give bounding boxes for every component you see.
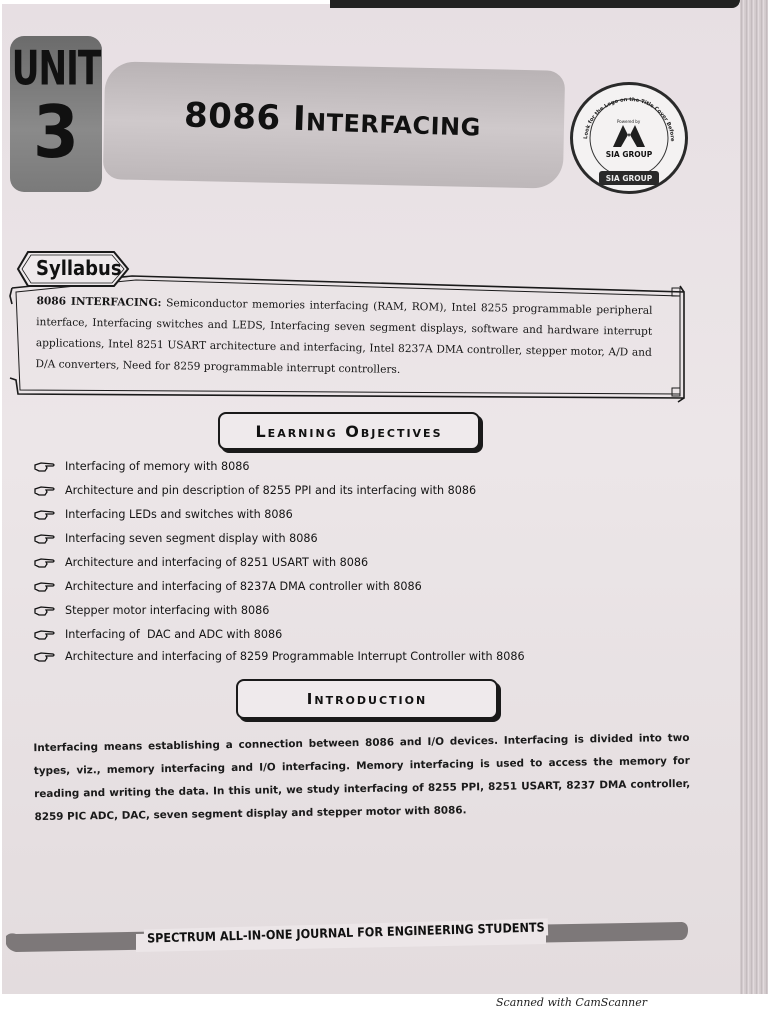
list-item xyxy=(34,556,368,569)
syllabus-heading: Syllabus xyxy=(36,256,122,280)
objective-text: Architecture and pin description of 8255 PPI and its interfacing with 8086 xyxy=(65,484,477,497)
objective-text: Stepper motor interfacing with 8086 xyxy=(65,604,270,617)
syllabus-content xyxy=(35,291,652,385)
pointing-hand-icon xyxy=(34,461,56,473)
unit-tab xyxy=(10,36,102,192)
objective-text: Architecture and interfacing of 8259 Programmable Interrupt Controller with 8086 xyxy=(65,650,525,663)
list-item xyxy=(34,460,249,473)
objective-text: Interfacing of DAC and ADC with 8086 xyxy=(65,628,283,641)
logo-ribbon-text: SIA GROUP xyxy=(605,174,653,183)
logo-ring-text: Look for the Logo on the Title Cover Before xyxy=(583,96,676,142)
scan-margin xyxy=(0,994,768,1024)
list-item xyxy=(34,580,422,593)
list-item xyxy=(34,650,525,663)
logo-seal-graphic xyxy=(573,85,685,191)
pointing-hand-icon xyxy=(34,581,56,593)
objective-text: Interfacing LEDs and switches with 8086 xyxy=(65,508,293,521)
pointing-hand-icon xyxy=(34,605,56,617)
syllabus-body: Semiconductor memories interfacing (RAM, ROM), Intel 8255 programmable peripheral interface, Interfacing switches and LEDS, Interfacing seven segment displays, software and hardware interrupt applications, Intel 8251 USART architecture and interfacing, Intel 8237A DMA controller, stepper motor, A/D and D/A converters, Need for 8259 programmable interrupt controllers. xyxy=(35,297,653,376)
unit-label: UNIT xyxy=(11,40,101,96)
logo-tagline: Powered by xyxy=(617,119,641,124)
pointing-hand-icon xyxy=(34,557,56,569)
learning-objectives-heading: Learning Objectives xyxy=(218,412,480,450)
pointing-hand-icon xyxy=(34,509,56,521)
logo-emblem-icon xyxy=(613,125,645,147)
objective-text: Interfacing seven segment display with 8086 xyxy=(65,532,318,545)
sia-group-logo xyxy=(570,82,688,194)
scan-shadow xyxy=(330,0,740,8)
chapter-title-text: 8086 Interfacing xyxy=(183,95,482,145)
objective-text: Architecture and interfacing of 8237A DMA controller with 8086 xyxy=(65,580,422,593)
logo-brand: SIA GROUP xyxy=(605,150,653,159)
objective-text: Interfacing of memory with 8086 xyxy=(65,460,250,473)
syllabus-lead: 8086 INTERFACING: xyxy=(36,295,162,310)
introduction-heading: Introduction xyxy=(236,679,498,719)
pointing-hand-icon xyxy=(34,533,56,545)
pointing-hand-icon xyxy=(34,629,56,641)
pointing-hand-icon xyxy=(34,651,56,663)
unit-number: 3 xyxy=(33,90,79,175)
page-edge-stack xyxy=(740,0,768,995)
pointing-hand-icon xyxy=(34,485,56,497)
list-item xyxy=(34,484,476,497)
list-item xyxy=(34,508,293,521)
list-item xyxy=(34,532,318,545)
list-item xyxy=(34,628,282,641)
scanner-watermark: Scanned with CamScanner xyxy=(496,996,648,1009)
objective-text: Architecture and interfacing of 8251 USART with 8086 xyxy=(65,556,369,569)
introduction-paragraph: Interfacing means establishing a connection between 8086 and I/O devices. Interfacing is divided into two types, viz., memory interfacing and I/O interfacing. Memory interfacing is used to access the memory for reading and writing the data. In this unit, we study interfacing of 8255 PPI, 8251 USART, 8237 DMA controller, 8259 PIC ADC, DAC, seven segment display and stepper motor with 8086. xyxy=(33,731,691,824)
footer-journal-title: SPECTRUM ALL-IN-ONE JOURNAL FOR ENGINEERING STUDENTS xyxy=(144,918,548,946)
list-item xyxy=(34,604,269,617)
